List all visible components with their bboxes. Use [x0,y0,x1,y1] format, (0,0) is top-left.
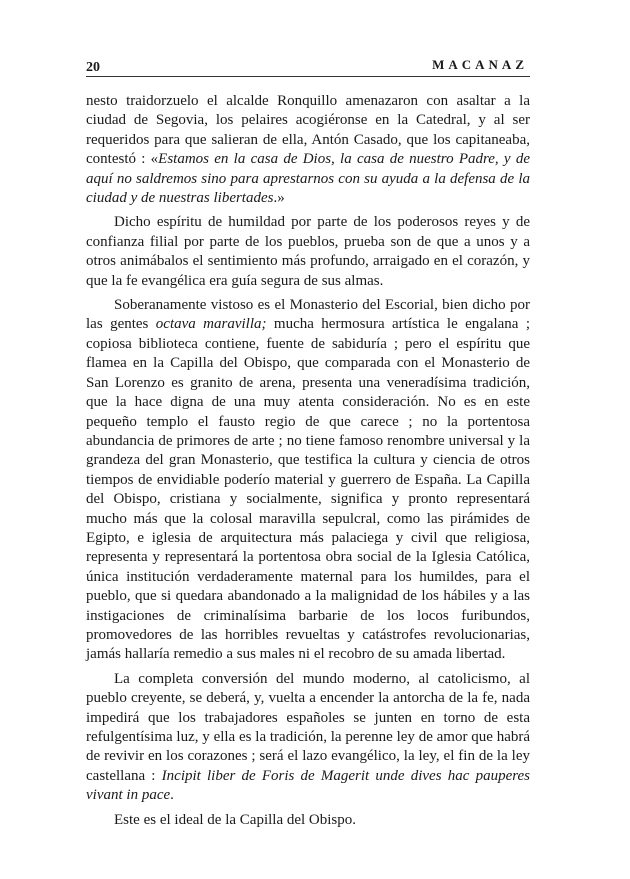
paragraph-text: Dicho espíritu de humildad por parte de los poderosos reyes y de confianza filial por parte de los pueblos, prueba son de que a unos y a otros animábalos el sentimiento más profundo, arraigado en el corazón, y que la fe evangélica era guía segura de sus almas. [86,214,530,289]
paragraph-3 [86,296,530,665]
paragraph-text: . [170,787,174,804]
paragraph-1 [86,92,530,208]
paragraph-2 [86,213,530,291]
paragraph-italic: Incipit liber de Foris de Magerit unde dives hac pauperes vivant in pace [86,767,531,804]
paragraph-text: .» [273,190,285,207]
paragraph-italic: Estamos en la casa de Dios, la casa de nuestro Padre, y de aquí no saldremos sino para aprestarnos con su ayuda a la defensa de la ciudad y de nuestras libertades [86,151,530,207]
paragraph-4 [86,670,530,806]
paragraph-italic: octava maravilla; [155,316,267,333]
paragraph-text: nesto traidorzuelo el alcalde Ronquillo amenazaron con asaltar a la ciudad de Segovia, los pelaires acogiéronse en la Catedral, y al ser requeridos para que salieran de ella, Antón Casado, que los capitaneaba, contestó : « [86,93,530,168]
paragraph-5 [86,811,530,830]
paragraph-text: Este es el ideal de la Capilla del Obispo. [114,811,357,828]
body-text [86,92,530,835]
paragraph-text: Soberanamente vistoso es el Monasterio del Escorial, bien dicho por las gentes [86,297,530,333]
header-rule [86,76,530,77]
paragraph-text: La completa conversión del mundo moderno, al catolicismo, al pueblo creyente, se deberá, y, vuelta a encender la antorcha de la fe, nada impedirá que los trabajadores españoles se junten en torno de esta refulgentísima luz, y ella es la tradición, la perenne ley de amor que habrá de revivir en los corazones ; será el lazo evangélico, la ley, el fin de la ley castellana : [86,670,530,784]
running-title: MACANAZ [432,57,528,72]
page-number: 20 [86,60,100,75]
paragraph-text: mucha hermosura artística le engalana ; copiosa biblioteca contiene, fuente de sabiduría ; pero el espíritu que flamea en la Capilla del Obispo, que comparada con el Monasterio de San Lorenzo es granito de arena, presenta una veneradísima tradición, que la hace digna de una muy atenta consideración. No es en este pequeño templo el fausto regio de que carece ; no la portentosa abundancia de primores de arte ; no tiene famoso renombre universal y la grandeza del gran Monasterio, que testifica la cultura y ciencia de otros tiempos de envidiable poderío material y guerrero de España. La Capilla del Obispo, cristiana y socialmente, significa y pronto representará mucho más que la colosal maravilla sepulcral, como las pirámides de Egipto, e iglesia de arquitectura más palaciega y civil que religiosa, representa y representará la portentosa obra social de la Iglesia Católica, única institución verdaderamente maternal para los humildes, para el pueblo, que si quedara abandonado a la malignidad de los hábiles y a las instigaciones de criminalísima barbarie de los locos furibundos, promovedores de las horribles revueltas y catástrofes revolucionarias, jamás hallaría remedio a sus males ni el recobro de su amada libertad. [86,316,531,663]
